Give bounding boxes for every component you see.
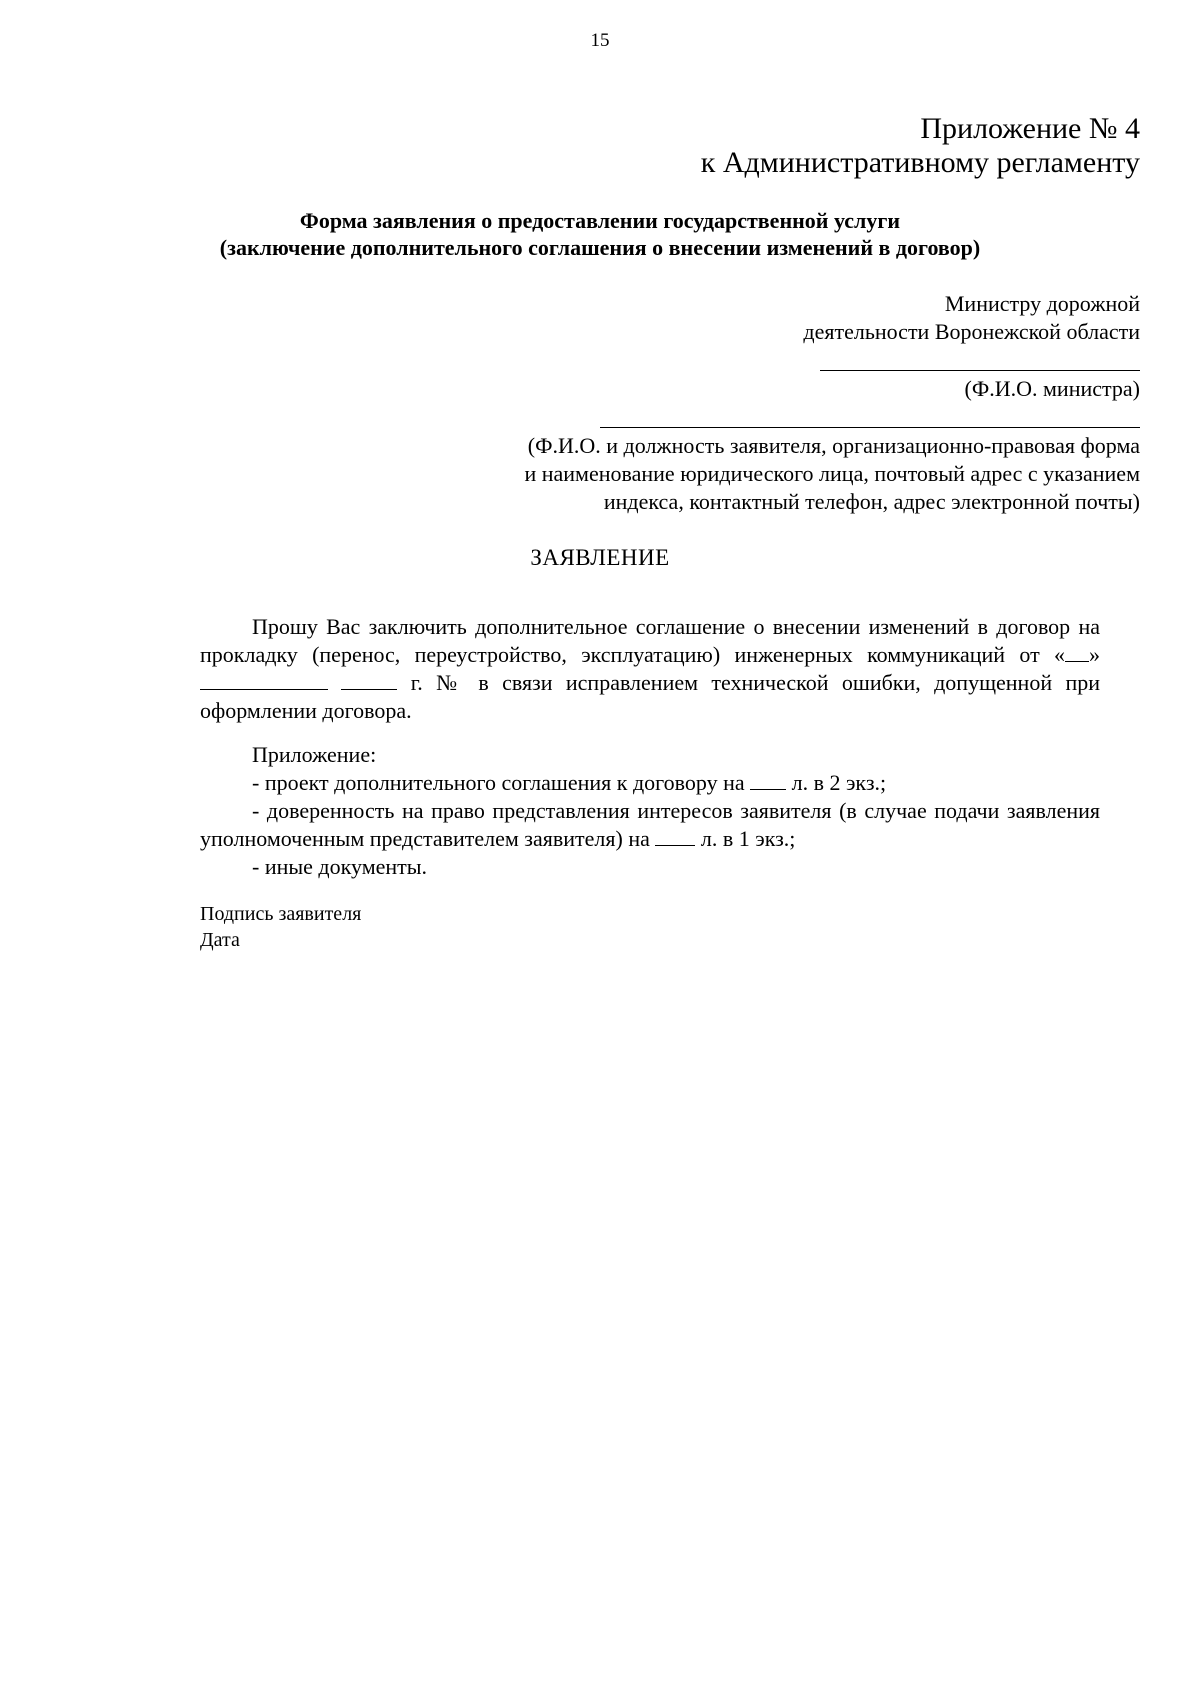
attachment-item-1-text: - проект дополнительного соглашения к договору на: [252, 770, 751, 795]
attachment-item-3: - иные документы.: [252, 854, 428, 879]
attachment-item-2: [200, 797, 1100, 853]
attachment-item-2-suffix: л. в 1 экз.;: [695, 826, 796, 851]
attachment-item-1-suffix: л. в 2 экз.;: [786, 770, 887, 795]
applicant-caption-line-3: индекса, контактный телефон, адрес электронной почты): [603, 489, 1140, 514]
signature-label: Подпись заявителя: [200, 903, 362, 925]
applicant-caption-line-1: (Ф.И.О. и должность заявителя, организационно-правовая форма: [527, 433, 1140, 458]
applicant-info-field[interactable]: [600, 427, 1140, 428]
attachments-block: [200, 741, 1100, 881]
addressee-block: [803, 290, 1140, 346]
power-of-attorney-pages-field[interactable]: [655, 827, 695, 846]
statement-text-part-3: г. № в связи исправлением технической ошибки, допущенной при оформлении договора.: [200, 670, 1100, 723]
attachment-item-1: [200, 769, 1100, 797]
addressee-line-1: Министру дорожной: [944, 291, 1140, 316]
addressee-line-2: деятельности Воронежской области: [803, 319, 1140, 344]
applicant-caption-line-2: и наименование юридического лица, почтовый адрес с указанием: [524, 461, 1140, 486]
contract-day-field[interactable]: [1065, 643, 1089, 662]
form-title: [0, 207, 1200, 261]
form-title-line-2: (заключение дополнительного соглашения о внесении изменений в договор): [219, 235, 981, 260]
contract-year-field[interactable]: [341, 671, 397, 690]
appendix-line-1: Приложение № 4: [920, 112, 1140, 145]
statement-text-part-2: »: [1089, 642, 1100, 667]
signature-block: [200, 901, 361, 953]
statement-body: [200, 613, 1100, 725]
page-number: 15: [590, 30, 610, 51]
attachments-heading: Приложение:: [252, 742, 377, 767]
minister-caption: (Ф.И.О. министра): [964, 376, 1140, 401]
statement-text-part-1: Прошу Вас заключить дополнительное соглашение о внесении изменений в договор на прокладку (перенос, переустройство, эксплуатацию) инженерных коммуникаций от «: [200, 614, 1100, 667]
statement-heading: ЗАЯВЛЕНИЕ: [530, 545, 670, 570]
statement-paragraph: [200, 613, 1100, 725]
form-title-line-1: Форма заявления о предоставлении государственной услуги: [299, 208, 901, 233]
appendix-title: [701, 112, 1140, 180]
applicant-caption: [524, 432, 1140, 516]
attachment-item-2-text: - доверенность на право представления интересов заявителя (в случае подачи заявления уполномоченным представителем заявителя) на: [200, 798, 1100, 851]
date-label: Дата: [200, 929, 240, 951]
appendix-line-2: к Административному регламенту: [700, 146, 1140, 179]
agreement-pages-field[interactable]: [750, 771, 786, 790]
minister-name-field[interactable]: [820, 370, 1140, 371]
contract-month-field[interactable]: [200, 671, 328, 690]
